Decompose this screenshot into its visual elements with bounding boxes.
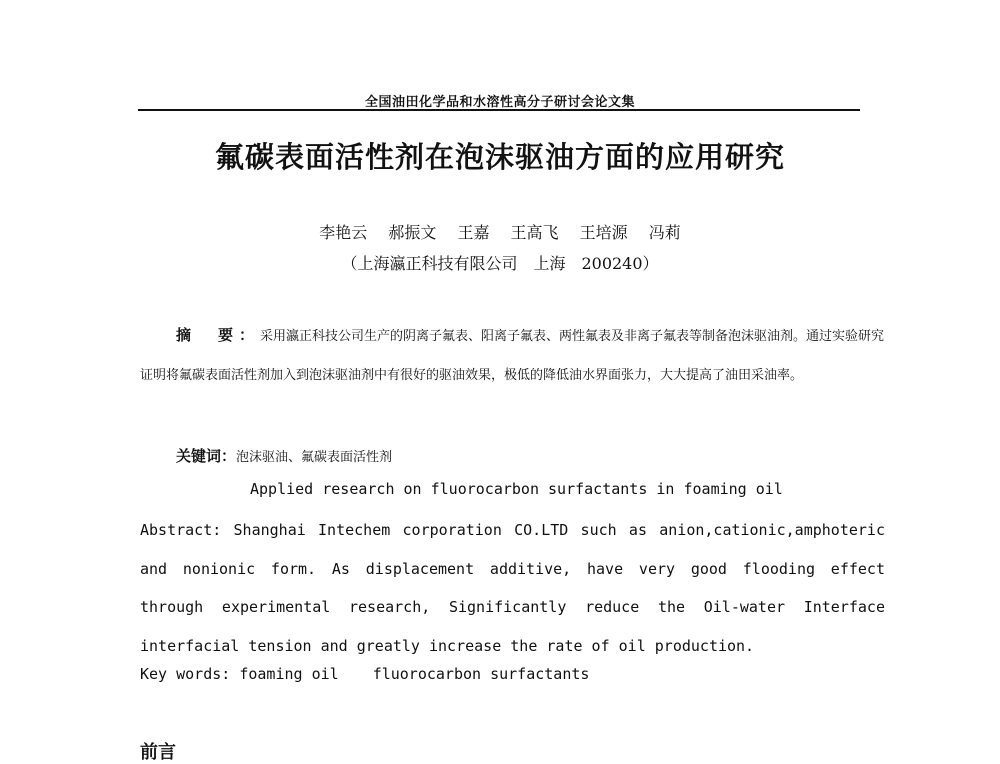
keywords-english: [140, 665, 589, 683]
abstract-text: 采用瀛正科技公司生产的阴离子氟表、阳离子氟表、两性氟表及非离子氟表等制备泡沫驱油剂。通过实验研究证明将氟碳表面活性剂加入到泡沫驱油剂中有很好的驱油效果，极低的降低油水界面张力，大大提高了油田采油率。: [140, 329, 885, 383]
author-name: 王嘉: [457, 223, 490, 242]
keywords-chinese: [140, 437, 885, 477]
english-title: Applied research on fluorocarbon surfactants in foaming oil: [250, 480, 783, 498]
section-heading: 前言: [140, 742, 176, 763]
keyword-term: fluorocarbon surfactants: [372, 665, 590, 683]
running-header: 全国油田化学品和水溶性高分子研讨会论文集: [364, 95, 635, 110]
abstract-chinese: [140, 316, 885, 395]
author-name: 郝振文: [388, 223, 437, 242]
abstract-label: 摘 要：: [176, 326, 261, 344]
keyword-term: foaming oil: [239, 665, 339, 683]
keywords-text: 泡沫驱油、氟碳表面活性剂: [236, 450, 393, 465]
author-name: 冯莉: [648, 223, 681, 242]
keywords-en-label: Key words:: [140, 665, 231, 683]
paper-title: 氟碳表面活性剂在泡沫驱油方面的应用研究: [214, 140, 785, 174]
affiliation: （上海瀛正科技有限公司 上海 200240）: [341, 254, 659, 273]
author-name: 王高飞: [510, 223, 559, 242]
author-name: 王培源: [579, 223, 628, 242]
keywords-label: 关键词：: [176, 447, 237, 465]
author-name: 李艳云: [319, 223, 368, 242]
author-list: [0, 220, 1000, 243]
abstract-english: Abstract: Shanghai Intechem corporation CO.LTD such as anion,cationic,amphoteric and nonionic form. As displacement additive, have very good flooding effect through experimental research, Significantly reduce the Oil-water Interface interfacial tension and greatly increase the rate of oil production.: [140, 521, 885, 655]
header-rule: [138, 109, 860, 111]
